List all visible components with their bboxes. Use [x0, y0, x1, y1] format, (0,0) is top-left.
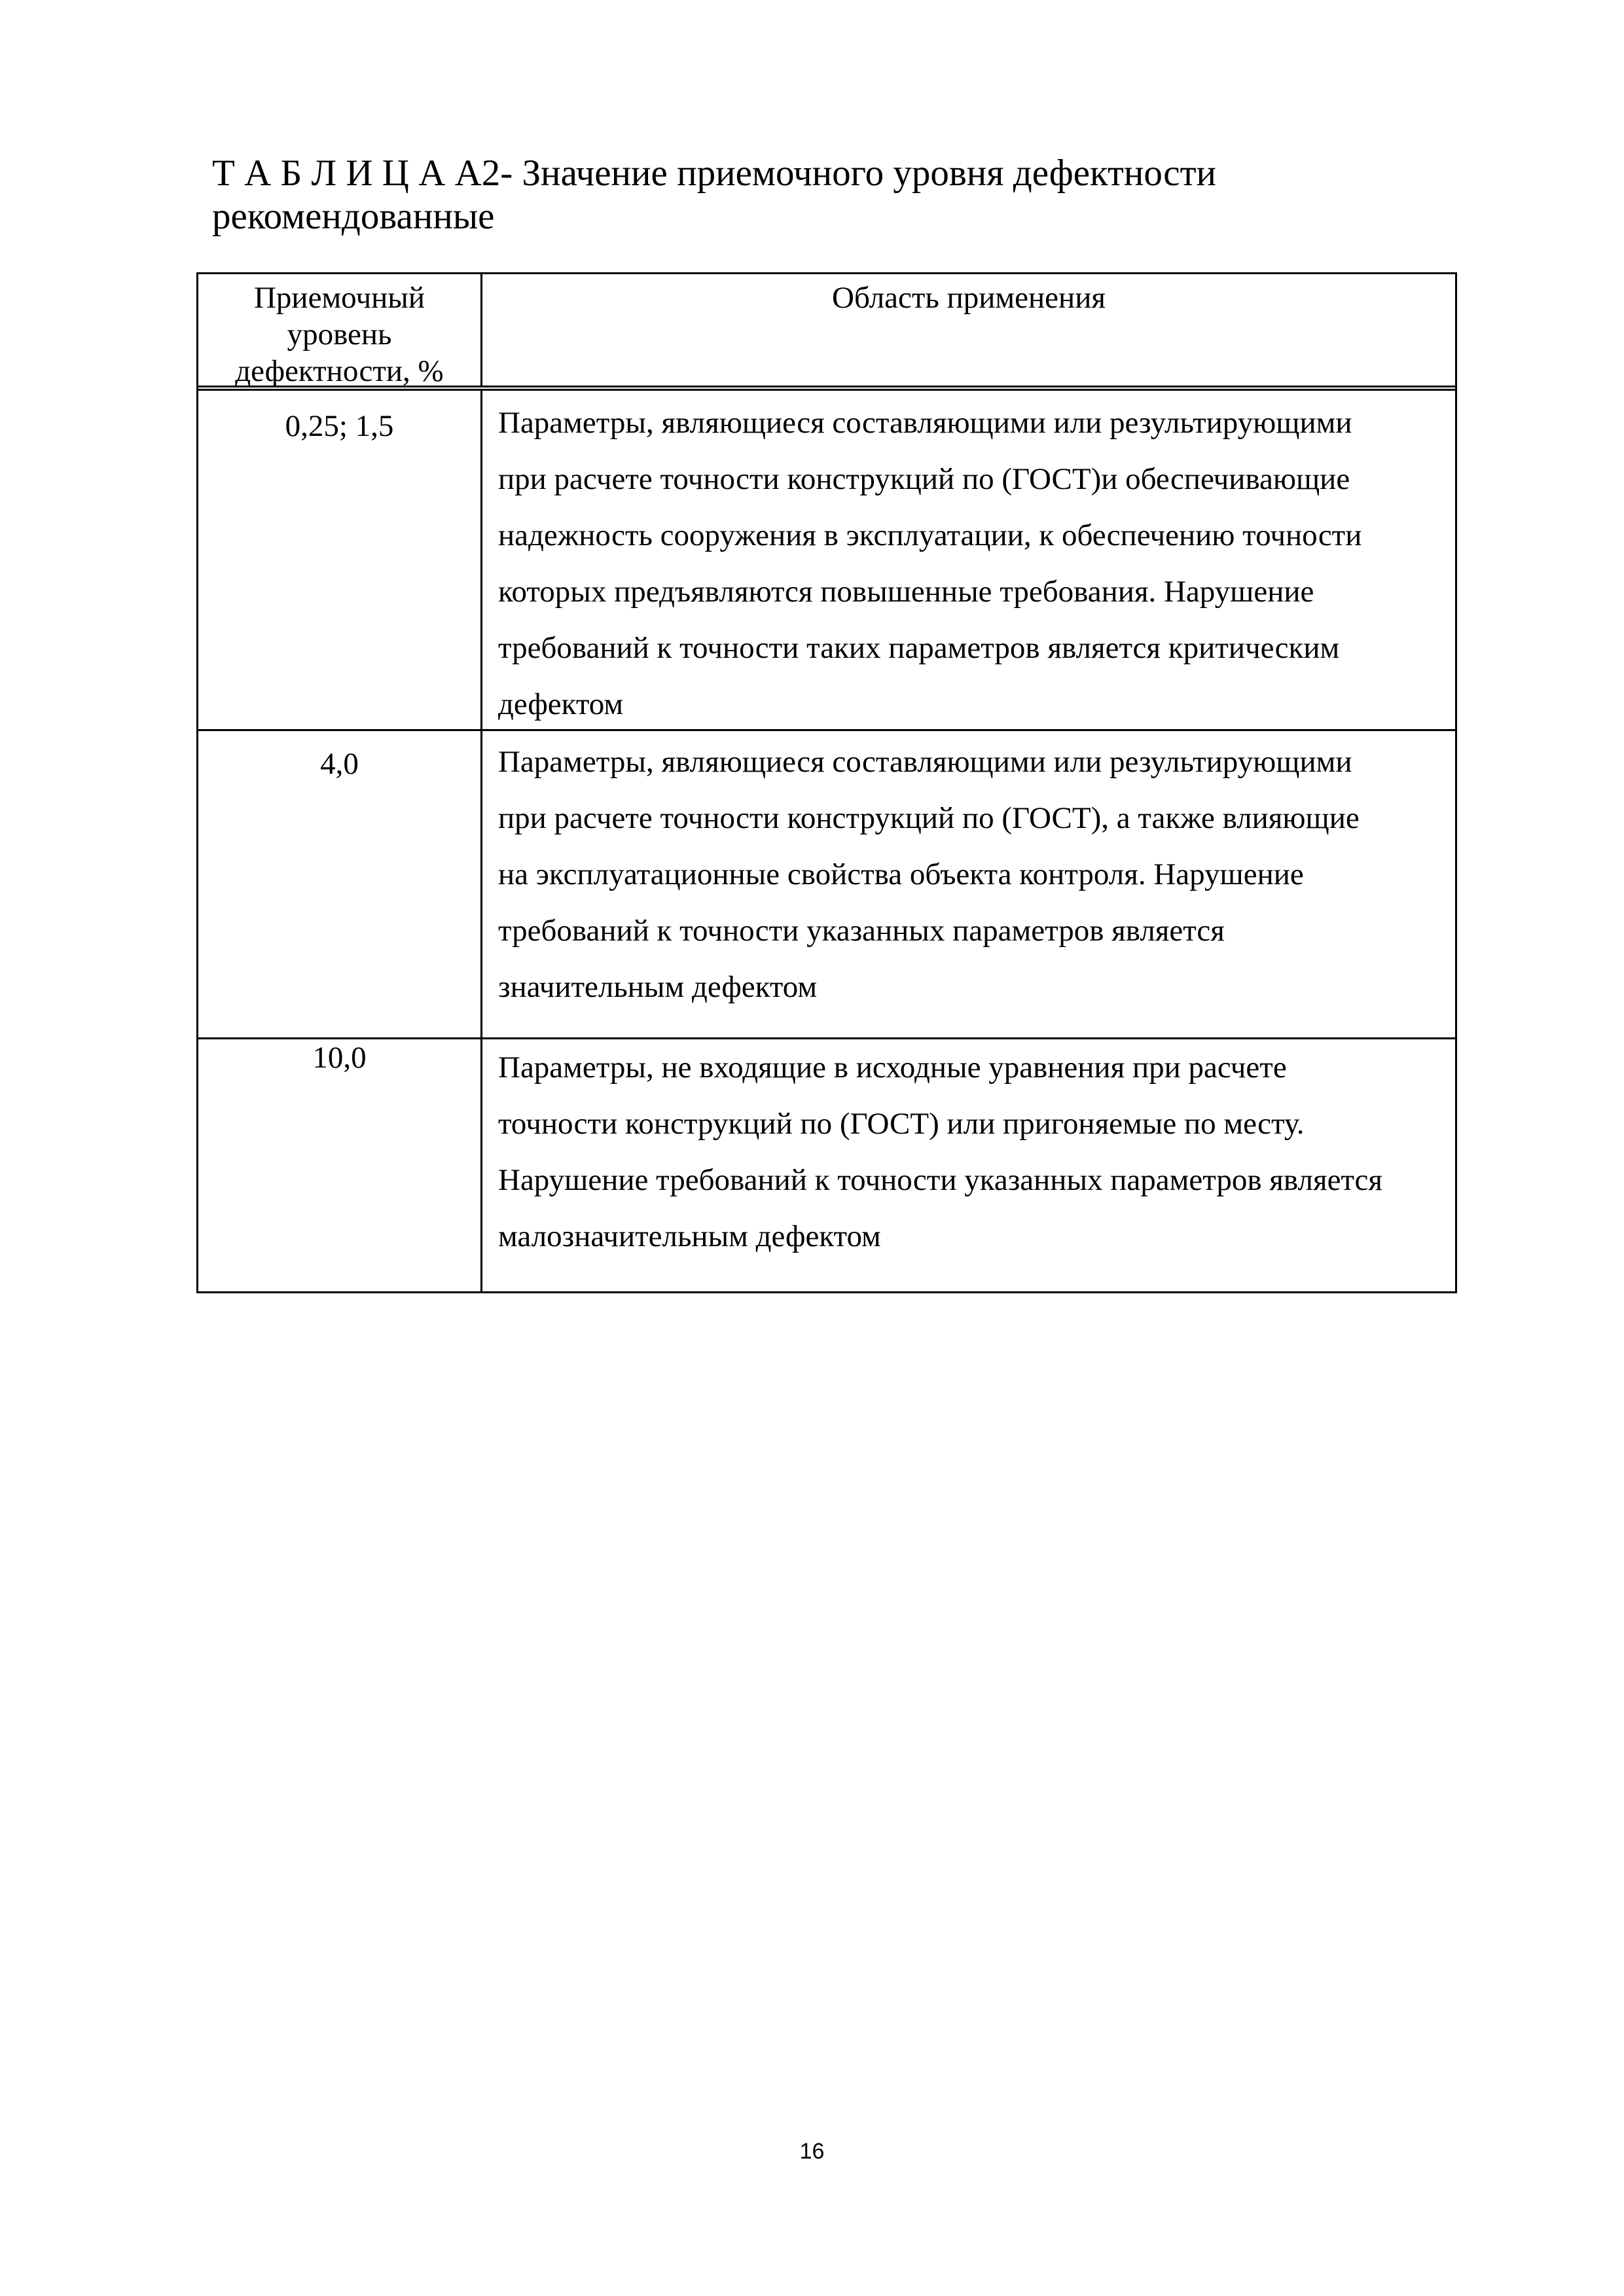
level-cell: 0,25; 1,5 [198, 391, 482, 729]
area-line: надежность сооружения в эксплуатации, к обеспечению точности [498, 518, 1362, 552]
table-row [198, 731, 1455, 1039]
area-line: при расчете точности конструкций по (ГОСТ)и обеспечивающие [498, 462, 1350, 496]
table-row [198, 391, 1455, 731]
area-cell [482, 1039, 1455, 1291]
area-line: Параметры, не входящие в исходные уравнения при расчете [498, 1050, 1287, 1085]
area-cell [482, 731, 1455, 1037]
area-line: точности конструкций по (ГОСТ) или пригоняемые по месту. [498, 1107, 1305, 1141]
header-level-cell [198, 274, 482, 386]
area-line: которых предъявляются повышенные требования. Нарушение [498, 575, 1314, 609]
area-line: Нарушение требований к точности указанных параметров является [498, 1163, 1383, 1197]
area-line: малозначительным дефектом [498, 1219, 881, 1253]
header-level-line-2: уровень [287, 317, 392, 351]
area-line: при расчете точности конструкций по (ГОСТ), а также влияющие [498, 801, 1360, 835]
defect-level-table [196, 272, 1457, 1293]
area-line: на эксплуатационные свойства объекта контроля. Нарушение [498, 857, 1304, 891]
area-line: Параметры, являющиеся составляющими или результирующими [498, 406, 1352, 440]
level-cell: 4,0 [198, 731, 482, 1037]
area-line: Параметры, являющиеся составляющими или результирующими [498, 745, 1352, 779]
area-line: значительным дефектом [498, 970, 818, 1004]
level-cell: 10,0 [198, 1039, 482, 1291]
header-level-line-1: Приемочный [253, 281, 425, 315]
header-area-cell: Область применения [832, 281, 1106, 315]
area-line: требований к точности указанных параметров является [498, 914, 1225, 948]
area-line: дефектом [498, 687, 624, 721]
page-number: 16 [799, 2139, 825, 2164]
area-line: требований к точности таких параметров является критическим [498, 631, 1340, 665]
table-title-line-2: рекомендованные [212, 196, 495, 237]
table-header-row [198, 274, 1455, 391]
table-title-line-1: Т А Б Л И Ц А А2- Значение приемочного уровня дефектности [212, 152, 1216, 194]
header-level-line-3: дефектности, % [235, 354, 444, 388]
table-title [212, 152, 1456, 238]
area-cell [482, 391, 1455, 729]
table-row [198, 1039, 1455, 1291]
